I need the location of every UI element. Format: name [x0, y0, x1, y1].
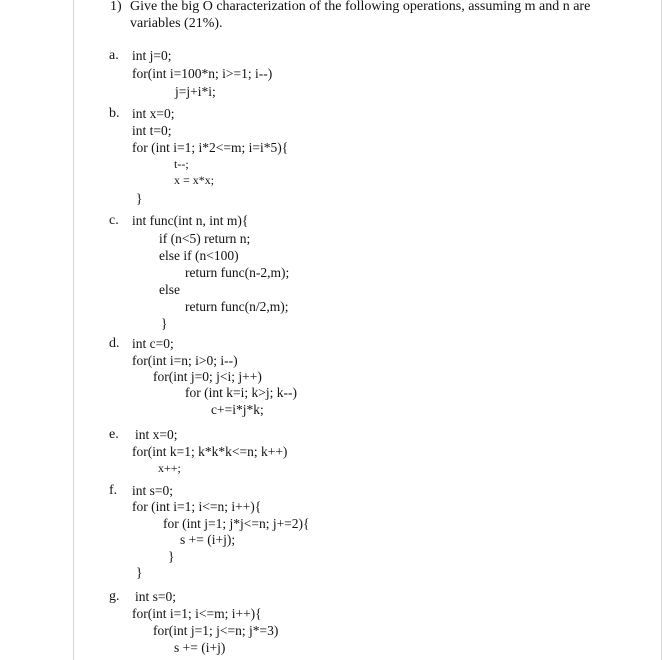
code-line: for(int i=1; i<=m; i++){: [132, 606, 262, 621]
code-line: x++;: [158, 461, 181, 475]
code-line: return func(n-2,m);: [185, 265, 290, 280]
code-line: for (int i=1; i<=n; i++){: [132, 499, 262, 514]
code-line: int x=0;: [135, 427, 178, 442]
part-g-marker: g.: [109, 589, 120, 604]
code-line: int j=0;: [132, 48, 172, 63]
part-d-marker: d.: [109, 336, 120, 351]
code-line: t--;: [174, 157, 189, 171]
code-line: }: [136, 191, 143, 206]
part-a-marker: a.: [109, 48, 119, 63]
code-line: for(int i=n; i>0; i--): [132, 353, 238, 368]
code-line: for(int i=100*n; i>=1; i--): [132, 66, 273, 81]
code-line: }: [168, 549, 175, 564]
code-line: j=j+i*i;: [175, 84, 216, 99]
code-line: c+=i*j*k;: [211, 402, 264, 417]
part-e-marker: e.: [109, 427, 119, 442]
question-number: 1): [110, 0, 122, 14]
code-line: s += (i+j): [174, 640, 226, 655]
code-line: int t=0;: [132, 123, 172, 138]
code-line: }: [161, 316, 168, 331]
code-line: for(int k=1; k*k*k<=n; k++): [132, 444, 288, 459]
code-line: int c=0;: [132, 336, 174, 351]
code-line: else if (n<100): [159, 248, 239, 263]
code-line: int s=0;: [132, 483, 173, 498]
code-line: }: [136, 565, 143, 580]
code-line: x = x*x;: [174, 173, 215, 187]
code-line: int s=0;: [135, 589, 176, 604]
code-line: for (int j=1; j*j<=n; j+=2){: [163, 516, 310, 531]
code-line: for(int j=1; j<=n; j*=3): [153, 623, 279, 638]
code-line: else: [159, 282, 180, 297]
code-line: s += (i+j);: [180, 532, 236, 547]
question-text-line-1: Give the big O characterization of the following operations, assuming m and n are: [130, 0, 591, 14]
part-c-marker: c.: [109, 213, 119, 228]
code-line: return func(n/2,m);: [185, 299, 289, 314]
part-b-marker: b.: [109, 106, 120, 121]
question-text-line-2: variables (21%).: [130, 16, 223, 31]
code-line: int func(int n, int m){: [132, 213, 249, 228]
part-f-marker: f.: [109, 483, 118, 498]
page-frame: [73, 0, 662, 660]
code-line: for (int k=i; k>j; k--): [185, 385, 297, 400]
code-line: int x=0;: [132, 106, 175, 121]
code-line: for(int j=0; j<i; j++): [153, 369, 262, 384]
code-line: if (n<5) return n;: [159, 231, 251, 246]
code-line: for (int i=1; i*2<=m; i=i*5){: [132, 140, 289, 155]
